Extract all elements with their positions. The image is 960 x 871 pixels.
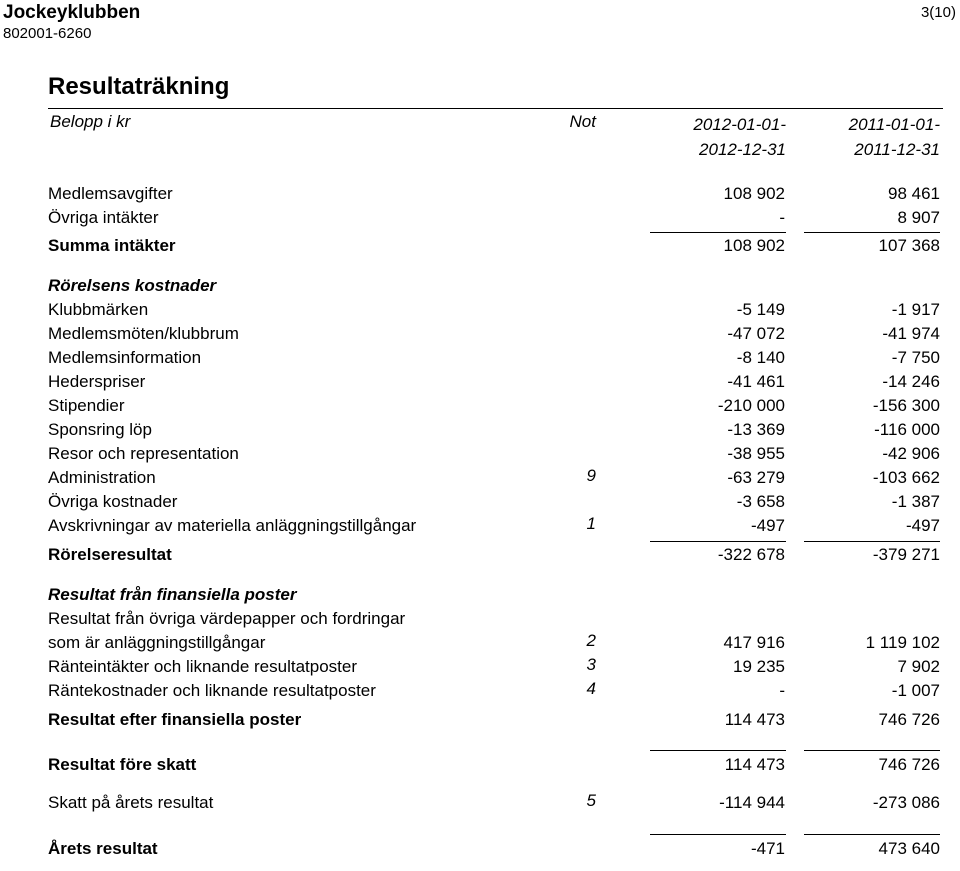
period-2012-start: 2012-01-01- [693, 115, 786, 134]
value-2012: 417 916 [723, 633, 785, 652]
row-label: Medlemsmöten/klubbrum [48, 324, 239, 343]
row-medlemsavgifter [0, 184, 960, 206]
note-reference: 3 [586, 655, 596, 674]
column-header-2012 [640, 112, 786, 162]
value-2012: -8 140 [736, 348, 785, 367]
row-summa-intakter [0, 236, 960, 258]
value-2011: -273 086 [872, 793, 940, 812]
value-2011: -156 300 [872, 396, 940, 415]
section-rorelsens-kostnader [0, 276, 960, 298]
period-2012-end: 2012-12-31 [699, 140, 786, 159]
page-number: 3(10) [920, 4, 956, 21]
row-efter-finansiella [0, 710, 960, 732]
value-2012: 114 473 [724, 710, 785, 729]
section-heading: Rörelsens kostnader [48, 276, 217, 295]
row-administration [0, 468, 960, 490]
value-2011: -1 387 [891, 492, 940, 511]
sum-rule-2012 [650, 750, 786, 751]
value-2011: -42 906 [882, 444, 940, 463]
value-2012: -471 [750, 839, 785, 858]
value-2011: -497 [905, 516, 940, 535]
value-2011: -41 974 [882, 324, 940, 343]
row-label: Resultat från övriga värdepapper och fordringar [48, 609, 406, 628]
value-2011: 98 461 [888, 184, 940, 203]
value-2011: -379 271 [872, 545, 940, 564]
value-2012: 114 473 [724, 755, 785, 774]
value-2011: 7 902 [897, 657, 940, 676]
row-medlemsmoten [0, 324, 960, 346]
value-2011: 746 726 [878, 755, 940, 774]
sum-rule-2011 [804, 232, 940, 233]
value-2012: -210 000 [717, 396, 785, 415]
row-resor [0, 444, 960, 466]
value-2011: -1 007 [891, 681, 940, 700]
statement-title: Resultaträkning [48, 73, 230, 100]
value-2011: 8 907 [897, 208, 940, 227]
section-finansiella-poster [0, 585, 960, 607]
value-2012: -114 944 [719, 793, 785, 812]
value-2011: 107 368 [878, 236, 940, 255]
row-label: som är anläggningstillgångar [48, 633, 266, 652]
section-heading: Resultat från finansiella poster [48, 585, 297, 604]
row-ovriga-kostnader [0, 492, 960, 514]
sum-rule-2012 [650, 834, 786, 835]
row-label: Skatt på årets resultat [48, 793, 214, 812]
value-2012: -3 658 [736, 492, 785, 511]
row-label: Årets resultat [48, 839, 158, 858]
value-2011: 746 726 [878, 710, 940, 729]
row-fore-skatt [0, 755, 960, 777]
value-2012: -41 461 [727, 372, 785, 391]
row-sponsring [0, 420, 960, 442]
organization-number: 802001-6260 [3, 25, 92, 42]
row-arets-resultat [0, 839, 960, 861]
row-label: Resultat efter finansiella poster [48, 710, 302, 729]
row-hederspriser [0, 372, 960, 394]
row-label: Klubbmärken [48, 300, 149, 319]
row-vardepapper-line2 [0, 633, 960, 655]
value-2011: -7 750 [891, 348, 940, 367]
period-2011-start: 2011-01-01- [848, 115, 940, 134]
value-2012: 108 902 [723, 184, 785, 203]
row-label: Stipendier [48, 396, 125, 415]
row-label: Medlemsavgifter [48, 184, 173, 203]
row-label: Övriga intäkter [48, 208, 159, 227]
row-label: Resultat före skatt [48, 755, 197, 774]
row-label: Avskrivningar av materiella anläggningstillgångar [48, 516, 417, 535]
row-medlemsinformation [0, 348, 960, 370]
note-reference: 1 [586, 514, 596, 533]
note-reference: 2 [586, 631, 596, 650]
column-header-amount: Belopp i kr [50, 112, 131, 131]
value-2012: - [779, 208, 785, 227]
row-label: Räntekostnader och liknande resultatposter [48, 681, 376, 700]
organization-name: Jockeyklubben [3, 2, 141, 23]
row-label: Övriga kostnader [48, 492, 178, 511]
row-label: Resor och representation [48, 444, 239, 463]
row-vardepapper-line1 [0, 609, 960, 631]
value-2012: 19 235 [733, 657, 785, 676]
period-2011-end: 2011-12-31 [854, 140, 940, 159]
row-avskrivningar [0, 516, 960, 538]
note-reference: 5 [586, 791, 596, 810]
value-2011: -1 917 [891, 300, 940, 319]
row-label: Hederspriser [48, 372, 146, 391]
header-rule [48, 108, 943, 109]
value-2012: -13 369 [727, 420, 785, 439]
value-2012: 108 902 [723, 236, 785, 255]
note-reference: 4 [586, 679, 596, 698]
row-label: Medlemsinformation [48, 348, 202, 367]
value-2012: -5 149 [736, 300, 785, 319]
row-ranteintakter [0, 657, 960, 679]
row-klubbmarken [0, 300, 960, 322]
row-ovriga-intakter [0, 208, 960, 230]
value-2011: 1 119 102 [865, 633, 940, 652]
row-rantekostnader [0, 681, 960, 703]
value-2012: -497 [750, 516, 785, 535]
value-2012: - [779, 681, 785, 700]
note-reference: 9 [586, 466, 596, 485]
value-2012: -63 279 [727, 468, 785, 487]
row-stipendier [0, 396, 960, 418]
value-2011: -116 000 [874, 420, 940, 439]
sum-rule-2011 [804, 834, 940, 835]
row-label: Administration [48, 468, 156, 487]
sum-rule-2011 [804, 750, 940, 751]
value-2012: -322 678 [717, 545, 785, 564]
value-2012: -47 072 [727, 324, 785, 343]
value-2012: -38 955 [727, 444, 785, 463]
sum-rule-2012 [650, 541, 786, 542]
value-2011: -14 246 [882, 372, 940, 391]
value-2011: -103 662 [872, 468, 940, 487]
row-rorelseresultat [0, 545, 960, 567]
column-header-2011 [794, 112, 940, 162]
row-skatt [0, 793, 960, 815]
row-label: Summa intäkter [48, 236, 176, 255]
row-label: Sponsring löp [48, 420, 152, 439]
column-header-note: Not [569, 112, 596, 131]
sum-rule-2012 [650, 232, 786, 233]
row-label: Rörelseresultat [48, 545, 172, 564]
value-2011: 473 640 [878, 839, 940, 858]
sum-rule-2011 [804, 541, 940, 542]
row-label: Ränteintäkter och liknande resultatposter [48, 657, 358, 676]
